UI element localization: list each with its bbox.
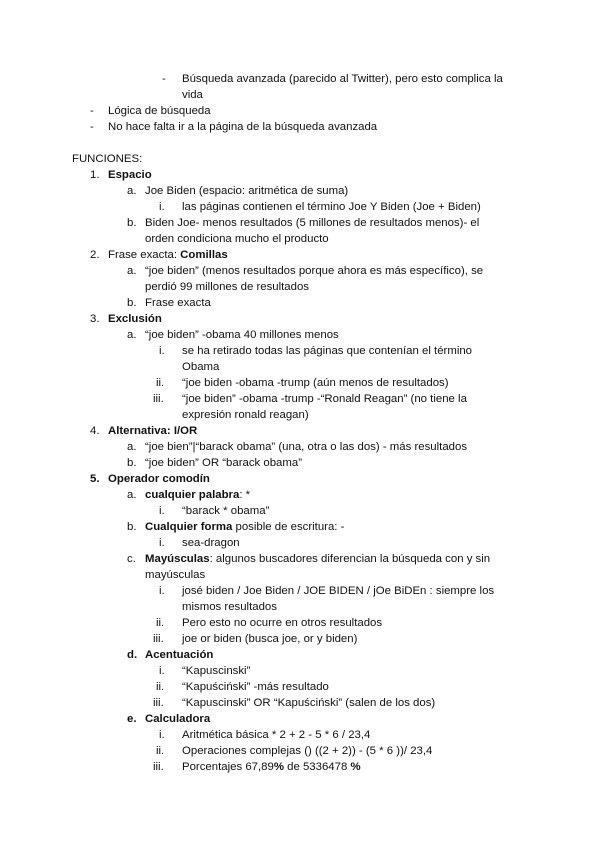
- item-text: joe or biden (busca joe, or y biden): [182, 633, 358, 645]
- list-roman: i.: [159, 585, 165, 597]
- subitem-title: Acentuación: [145, 649, 214, 661]
- bullet-logic: Lógica de búsqueda: [108, 105, 211, 117]
- list-letter: e.: [127, 713, 137, 725]
- item-text: Aritmética básica * 2 + 2 - 5 * 6 / 23,4: [182, 729, 371, 741]
- text-part: de 5336478: [283, 761, 351, 773]
- item-text: “joe biden” -obama -trump -“Ronald Reagan” (no tiene la: [182, 393, 467, 405]
- item-text: se ha retirado todas las páginas que contenían el término: [182, 345, 473, 357]
- list-roman: iii.: [153, 393, 164, 405]
- subitem-title: Cualquier forma: [145, 521, 233, 533]
- list-letter: b.: [127, 297, 137, 309]
- subitem-rest: posible de escritura: -: [232, 521, 345, 533]
- item-text: sea-dragon: [182, 537, 240, 549]
- list-number: 4.: [90, 425, 100, 437]
- list-letter: a.: [127, 185, 137, 197]
- item-text: orden condiciona mucho el producto: [145, 233, 329, 245]
- list-roman: ii.: [156, 617, 165, 629]
- item-text: [145, 519, 344, 535]
- item-title-espacio: Espacio: [108, 169, 152, 181]
- item-text: Biden Joe- menos resultados (5 millones de resultados menos)- el: [145, 217, 480, 229]
- dash-marker: -: [90, 105, 94, 117]
- item-text: Obama: [182, 361, 220, 373]
- percent-sign: %: [350, 761, 361, 773]
- item-title-frase: [108, 247, 228, 263]
- list-number: 2.: [90, 249, 100, 261]
- list-roman: i.: [159, 345, 165, 357]
- sub-bullet-line2: vida: [182, 89, 203, 101]
- list-letter: a.: [127, 489, 137, 501]
- item-text: [145, 487, 250, 503]
- item-text: “joe biden -obama -trump (aún menos de resultados): [182, 377, 449, 389]
- item-text: “barack * obama”: [182, 505, 270, 517]
- list-roman: i.: [159, 505, 165, 517]
- list-roman: iii.: [153, 633, 164, 645]
- list-number: 1.: [90, 169, 100, 181]
- item-text: mayúsculas: [145, 569, 206, 581]
- item-text: “Kapuscinski”: [182, 665, 251, 677]
- item-text: las páginas contienen el término Joe Y Biden (Joe + Biden): [182, 201, 481, 213]
- list-roman: ii.: [156, 745, 165, 757]
- text-part: Porcentajes 67,89: [182, 761, 274, 773]
- list-roman: i.: [159, 665, 165, 677]
- list-roman: ii.: [156, 377, 165, 389]
- list-number: 5.: [90, 473, 100, 485]
- item-text: perdió 99 millones de resultados: [145, 281, 309, 293]
- item-text: Frase exacta: [145, 297, 211, 309]
- list-roman: i.: [159, 201, 165, 213]
- list-letter: b.: [127, 521, 137, 533]
- list-roman: iii.: [153, 761, 164, 773]
- item-title-exclusion: Exclusión: [108, 313, 162, 325]
- item-text: Operaciones complejas () ((2 + 2)) - (5 * 6 ))/ 23,4: [182, 745, 433, 757]
- subitem-title: Mayúsculas: [145, 553, 210, 565]
- item-title-alternativa: Alternativa: I/OR: [108, 425, 198, 437]
- list-roman: i.: [159, 729, 165, 741]
- item-text: [182, 759, 361, 775]
- list-letter: b.: [127, 457, 137, 469]
- list-letter: a.: [127, 329, 137, 341]
- item-text: [145, 551, 490, 567]
- title-prefix: Frase exacta:: [108, 249, 181, 261]
- subitem-rest: : algunos buscadores diferencian la búsqueda con y sin: [209, 553, 491, 565]
- item-text: “joe biden” (menos resultados porque ahora es más específico), se: [145, 265, 484, 277]
- list-roman: ii.: [156, 681, 165, 693]
- item-text: mismos resultados: [182, 601, 277, 613]
- section-heading: FUNCIONES:: [72, 153, 143, 165]
- percent-sign: %: [273, 761, 284, 773]
- item-text: Joe Biden (espacio: aritmética de suma): [145, 185, 349, 197]
- list-roman: i.: [159, 537, 165, 549]
- subitem-rest: : *: [239, 489, 251, 501]
- item-text: “joe biden” OR “barack obama”: [145, 457, 303, 469]
- list-roman: iii.: [153, 697, 164, 709]
- dash-marker: -: [90, 121, 94, 133]
- list-letter: c.: [127, 553, 136, 565]
- list-letter: b.: [127, 217, 137, 229]
- list-number: 3.: [90, 313, 100, 325]
- item-text: josé biden / Joe Biden / JOE BIDEN / jOe BiDEn : siempre los: [182, 585, 495, 597]
- item-text: “Kapuscinski” OR “Kapuściński” (salen de los dos): [182, 697, 436, 709]
- item-text: “joe bien”|“barack obama” (una, otra o las dos) - más resultados: [145, 441, 468, 453]
- item-text: expresión ronald reagan): [182, 409, 309, 421]
- dash-marker: -: [162, 73, 166, 85]
- item-title-comodin: Operador comodín: [108, 473, 210, 485]
- item-text: “joe biden” -obama 40 millones menos: [145, 329, 339, 341]
- item-title-comillas: Comillas: [180, 249, 228, 261]
- subitem-title: Calculadora: [145, 713, 211, 725]
- list-letter: d.: [127, 649, 138, 661]
- subitem-title: cualquier palabra: [145, 489, 240, 501]
- item-text: “Kapuściński” -más resultado: [182, 681, 329, 693]
- list-letter: a.: [127, 265, 137, 277]
- list-letter: a.: [127, 441, 137, 453]
- sub-bullet-line1: Búsqueda avanzada (parecido al Twitter), pero esto complica la: [182, 73, 503, 85]
- bullet-no-advanced: No hace falta ir a la página de la búsqueda avanzada: [108, 121, 378, 133]
- item-text: Pero esto no ocurre en otros resultados: [182, 617, 383, 629]
